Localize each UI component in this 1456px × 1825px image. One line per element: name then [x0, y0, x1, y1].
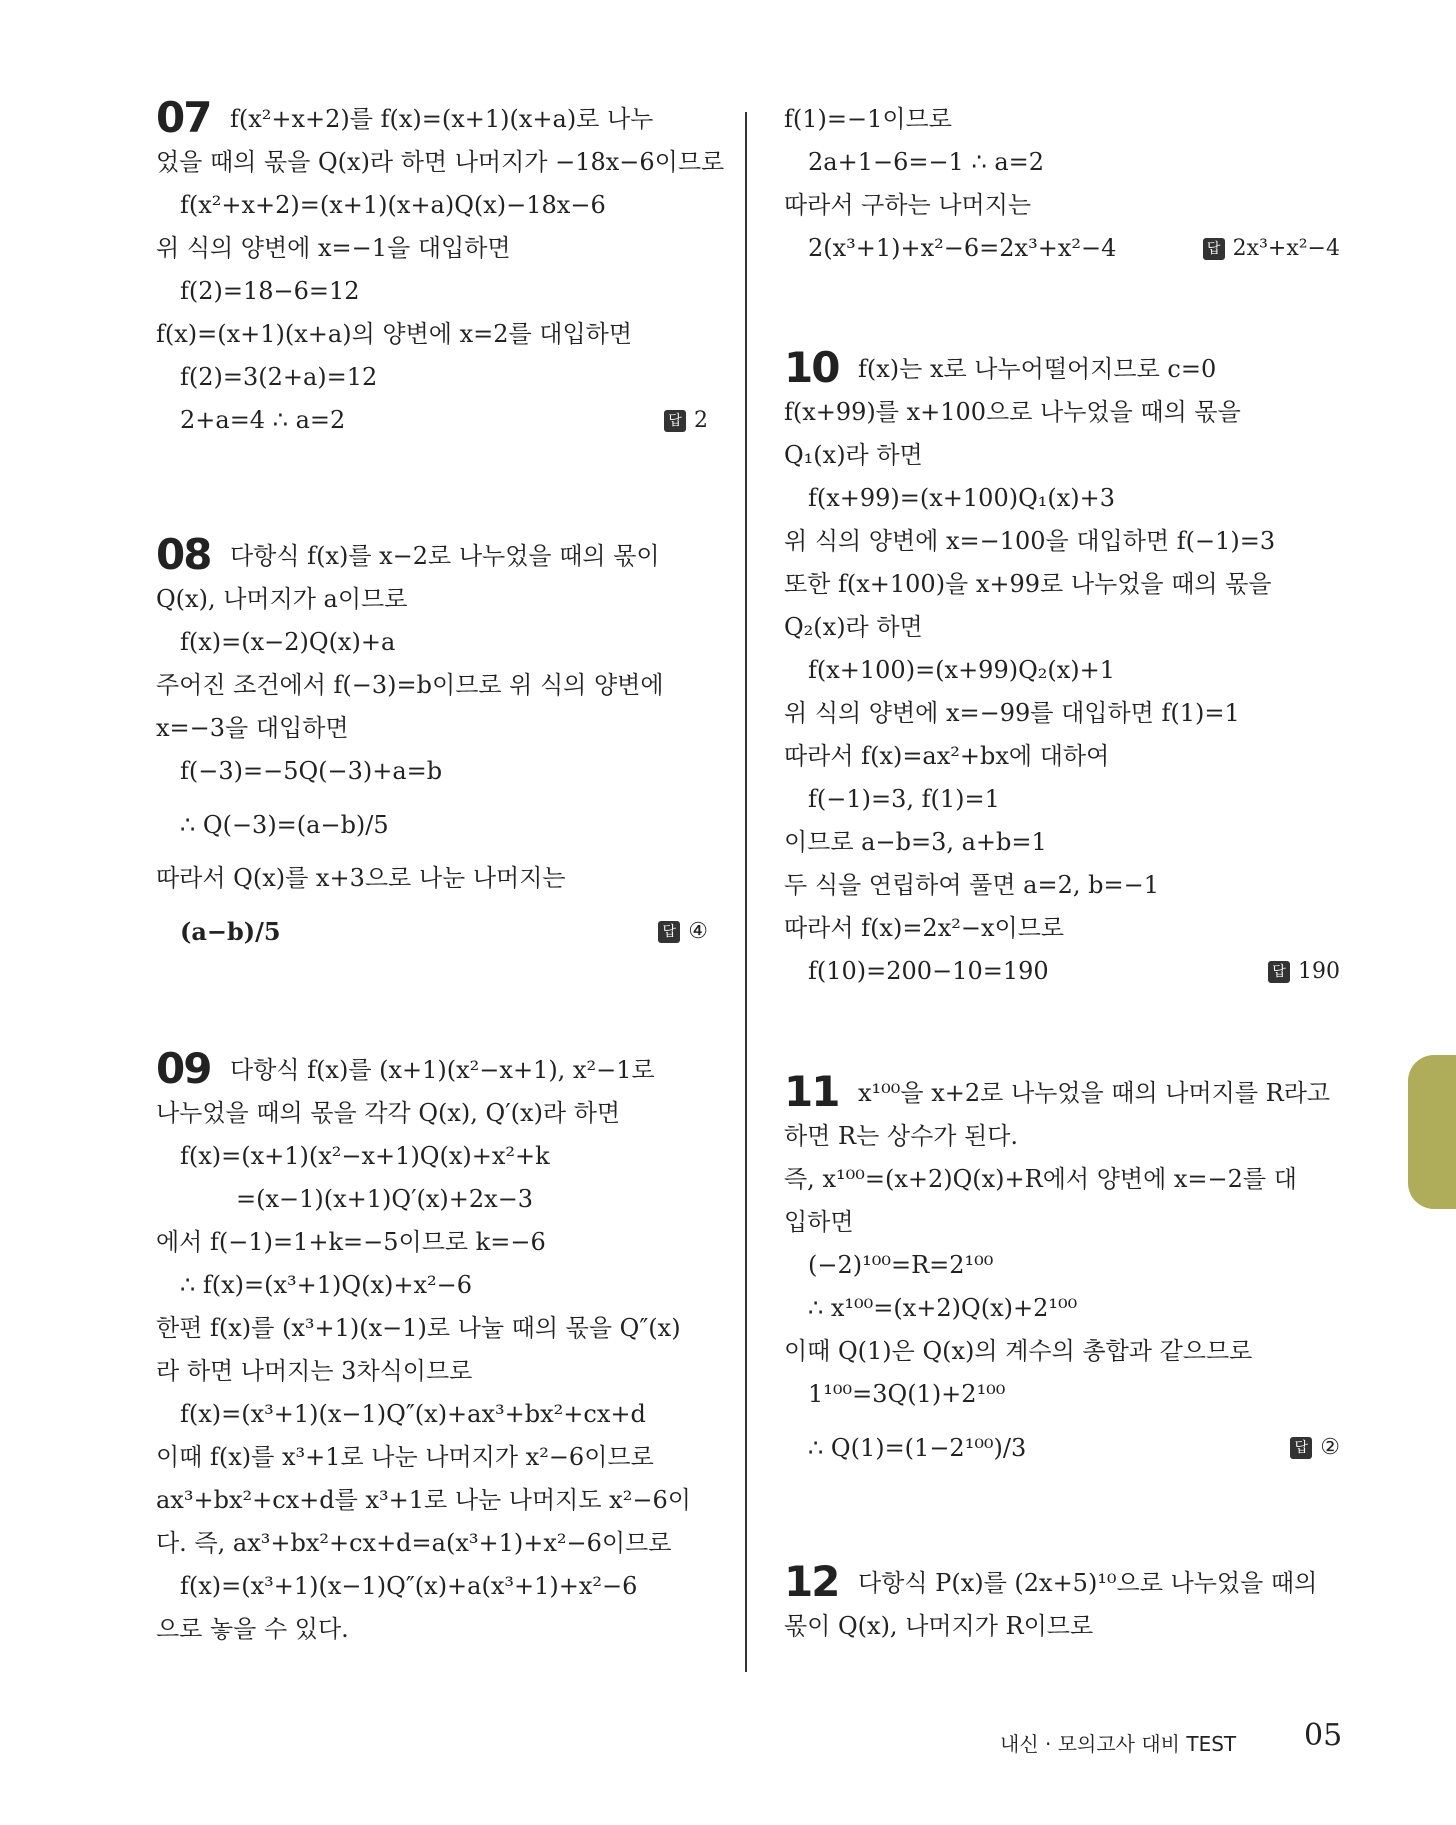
problem-number: 11: [784, 1067, 839, 1116]
answer-badge: 답: [664, 410, 686, 432]
column-divider: [745, 112, 747, 1672]
chapter-tab: [1408, 1055, 1456, 1209]
answer: 답 2: [664, 399, 708, 442]
problem-number: 07: [156, 93, 211, 142]
problem-number: 10: [784, 343, 839, 392]
problem-09: 09 다항식 f(x)를 (x+1)(x²−x+1), x²−1로 나누었을 때의 몫을 각각 Q(x), Q′(x)라 하면 f(x)=(x+1)(x²−x+1)Q(x)+x²+k =(x−1)(x+1)Q′(x)+2x−3 에서 f(−1)=1+k=−5이므로 k=−6 ∴ f(x)=(x³+1)Q(x)+x²−6 한편 f(x)를 (x³+1)(x−1)로 나눌 때의 몫을 Q″(x) 라 하면 나머지는 3차식이므로 f(x)=(x³+1)(x−1)Q″(x)+ax³+bx²+cx+d 이때 f(x)를 x³+1로 나눈 나머지가 x²−6이므로 ax³+bx²+cx+d를 x³+1로 나눈 나머지도 x²−6이 다. 즉, ax³+bx²+cx+d=a(x³+1)+x²−6이므로 f(x)=(x³+1)(x−1)Q″(x)+a(x³+1)+x²−6 으로 놓을 수 있다.: [156, 1044, 691, 1643]
problem-09-continued: f(1)=−1이므로 2a+1−6=−1 ∴ a=2 따라서 구하는 나머지는 2(x³+1)+x²−6=2x³+x²−4 답 2x³+x²−4: [784, 98, 1340, 270]
answer: 답 2x³+x²−4: [1203, 227, 1340, 270]
problem-11: 11 x¹⁰⁰을 x+2로 나누었을 때의 나머지를 R라고 하면 R는 상수가 된다. 즉, x¹⁰⁰=(x+2)Q(x)+R에서 양변에 x=−2를 대 입하면 (−2)¹⁰⁰=R=2¹⁰⁰ ∴ x¹⁰⁰=(x+2)Q(x)+2¹⁰⁰ 이때 Q(1)은 Q(x)의 계수의 총합과 같으므로 1¹⁰⁰=3Q(1)+2¹⁰⁰ ∴ Q(1)=(1−2¹⁰⁰)/3 답 ②: [784, 1072, 1340, 1480]
answer-badge: 답: [1290, 1437, 1312, 1459]
footer-label: 내신 · 모의고사 대비 TEST: [1000, 1732, 1237, 1756]
right-column: [784, 98, 1340, 1648]
answer: 답 ②: [1290, 1416, 1340, 1480]
left-column: [156, 93, 725, 1651]
problem-number: 08: [156, 530, 211, 579]
problem-12: 12 다항식 P(x)를 (2x+5)¹⁰으로 나누었을 때의 몫이 Q(x), 나머지가 R이므로: [784, 1557, 1318, 1640]
problem-08: 08 다항식 f(x)를 x−2로 나누었을 때의 몫이 Q(x), 나머지가 a이므로 f(x)=(x−2)Q(x)+a 주어진 조건에서 f(−3)=b이므로 위 식의 양변에 x=−3을 대입하면 f(−3)=−5Q(−3)+a=b ∴ Q(−3)=(a−b)/5 따라서 Q(x)를 x+3으로 나눈 나머지는 (a−b)/5 답 ④: [156, 535, 708, 964]
problem-07: 07 f(x²+x+2)를 f(x)=(x+1)(x+a)로 나누 었을 때의 몫을 Q(x)라 하면 나머지가 −18x−6이므로 f(x²+x+2)=(x+1)(x+a)Q(x)−18x−6 위 식의 양변에 x=−1을 대입하면 f(2)=18−6=12 f(x)=(x+1)(x+a)의 양변에 x=2를 대입하면 f(2)=3(2+a)=12 2+a=4 ∴ a=2 답 2: [156, 98, 708, 442]
answer: 답 ④: [658, 900, 708, 964]
answer-badge: 답: [1203, 238, 1225, 260]
answer-badge: 답: [1268, 961, 1290, 983]
page-number: 05: [1304, 1718, 1343, 1753]
answer: 답 190: [1268, 950, 1340, 993]
answer-badge: 답: [658, 921, 680, 943]
problem-number: 09: [156, 1044, 211, 1093]
problem-number: 12: [784, 1557, 839, 1606]
problem-10: 10 f(x)는 x로 나누어떨어지므로 c=0 f(x+99)를 x+100으로 나누었을 때의 몫을 Q₁(x)라 하면 f(x+99)=(x+100)Q₁(x)+3 위 식의 양변에 x=−100을 대입하면 f(−1)=3 또한 f(x+100)을 x+99로 나누었을 때의 몫을 Q₂(x)라 하면 f(x+100)=(x+99)Q₂(x)+1 위 식의 양변에 x=−99를 대입하면 f(1)=1 따라서 f(x)=ax²+bx에 대하여 f(−1)=3, f(1)=1 이므로 a−b=3, a+b=1 두 식을 연립하여 풀면 a=2, b=−1 따라서 f(x)=2x²−x이므로 f(10)=200−10=190 답 190: [784, 348, 1340, 993]
